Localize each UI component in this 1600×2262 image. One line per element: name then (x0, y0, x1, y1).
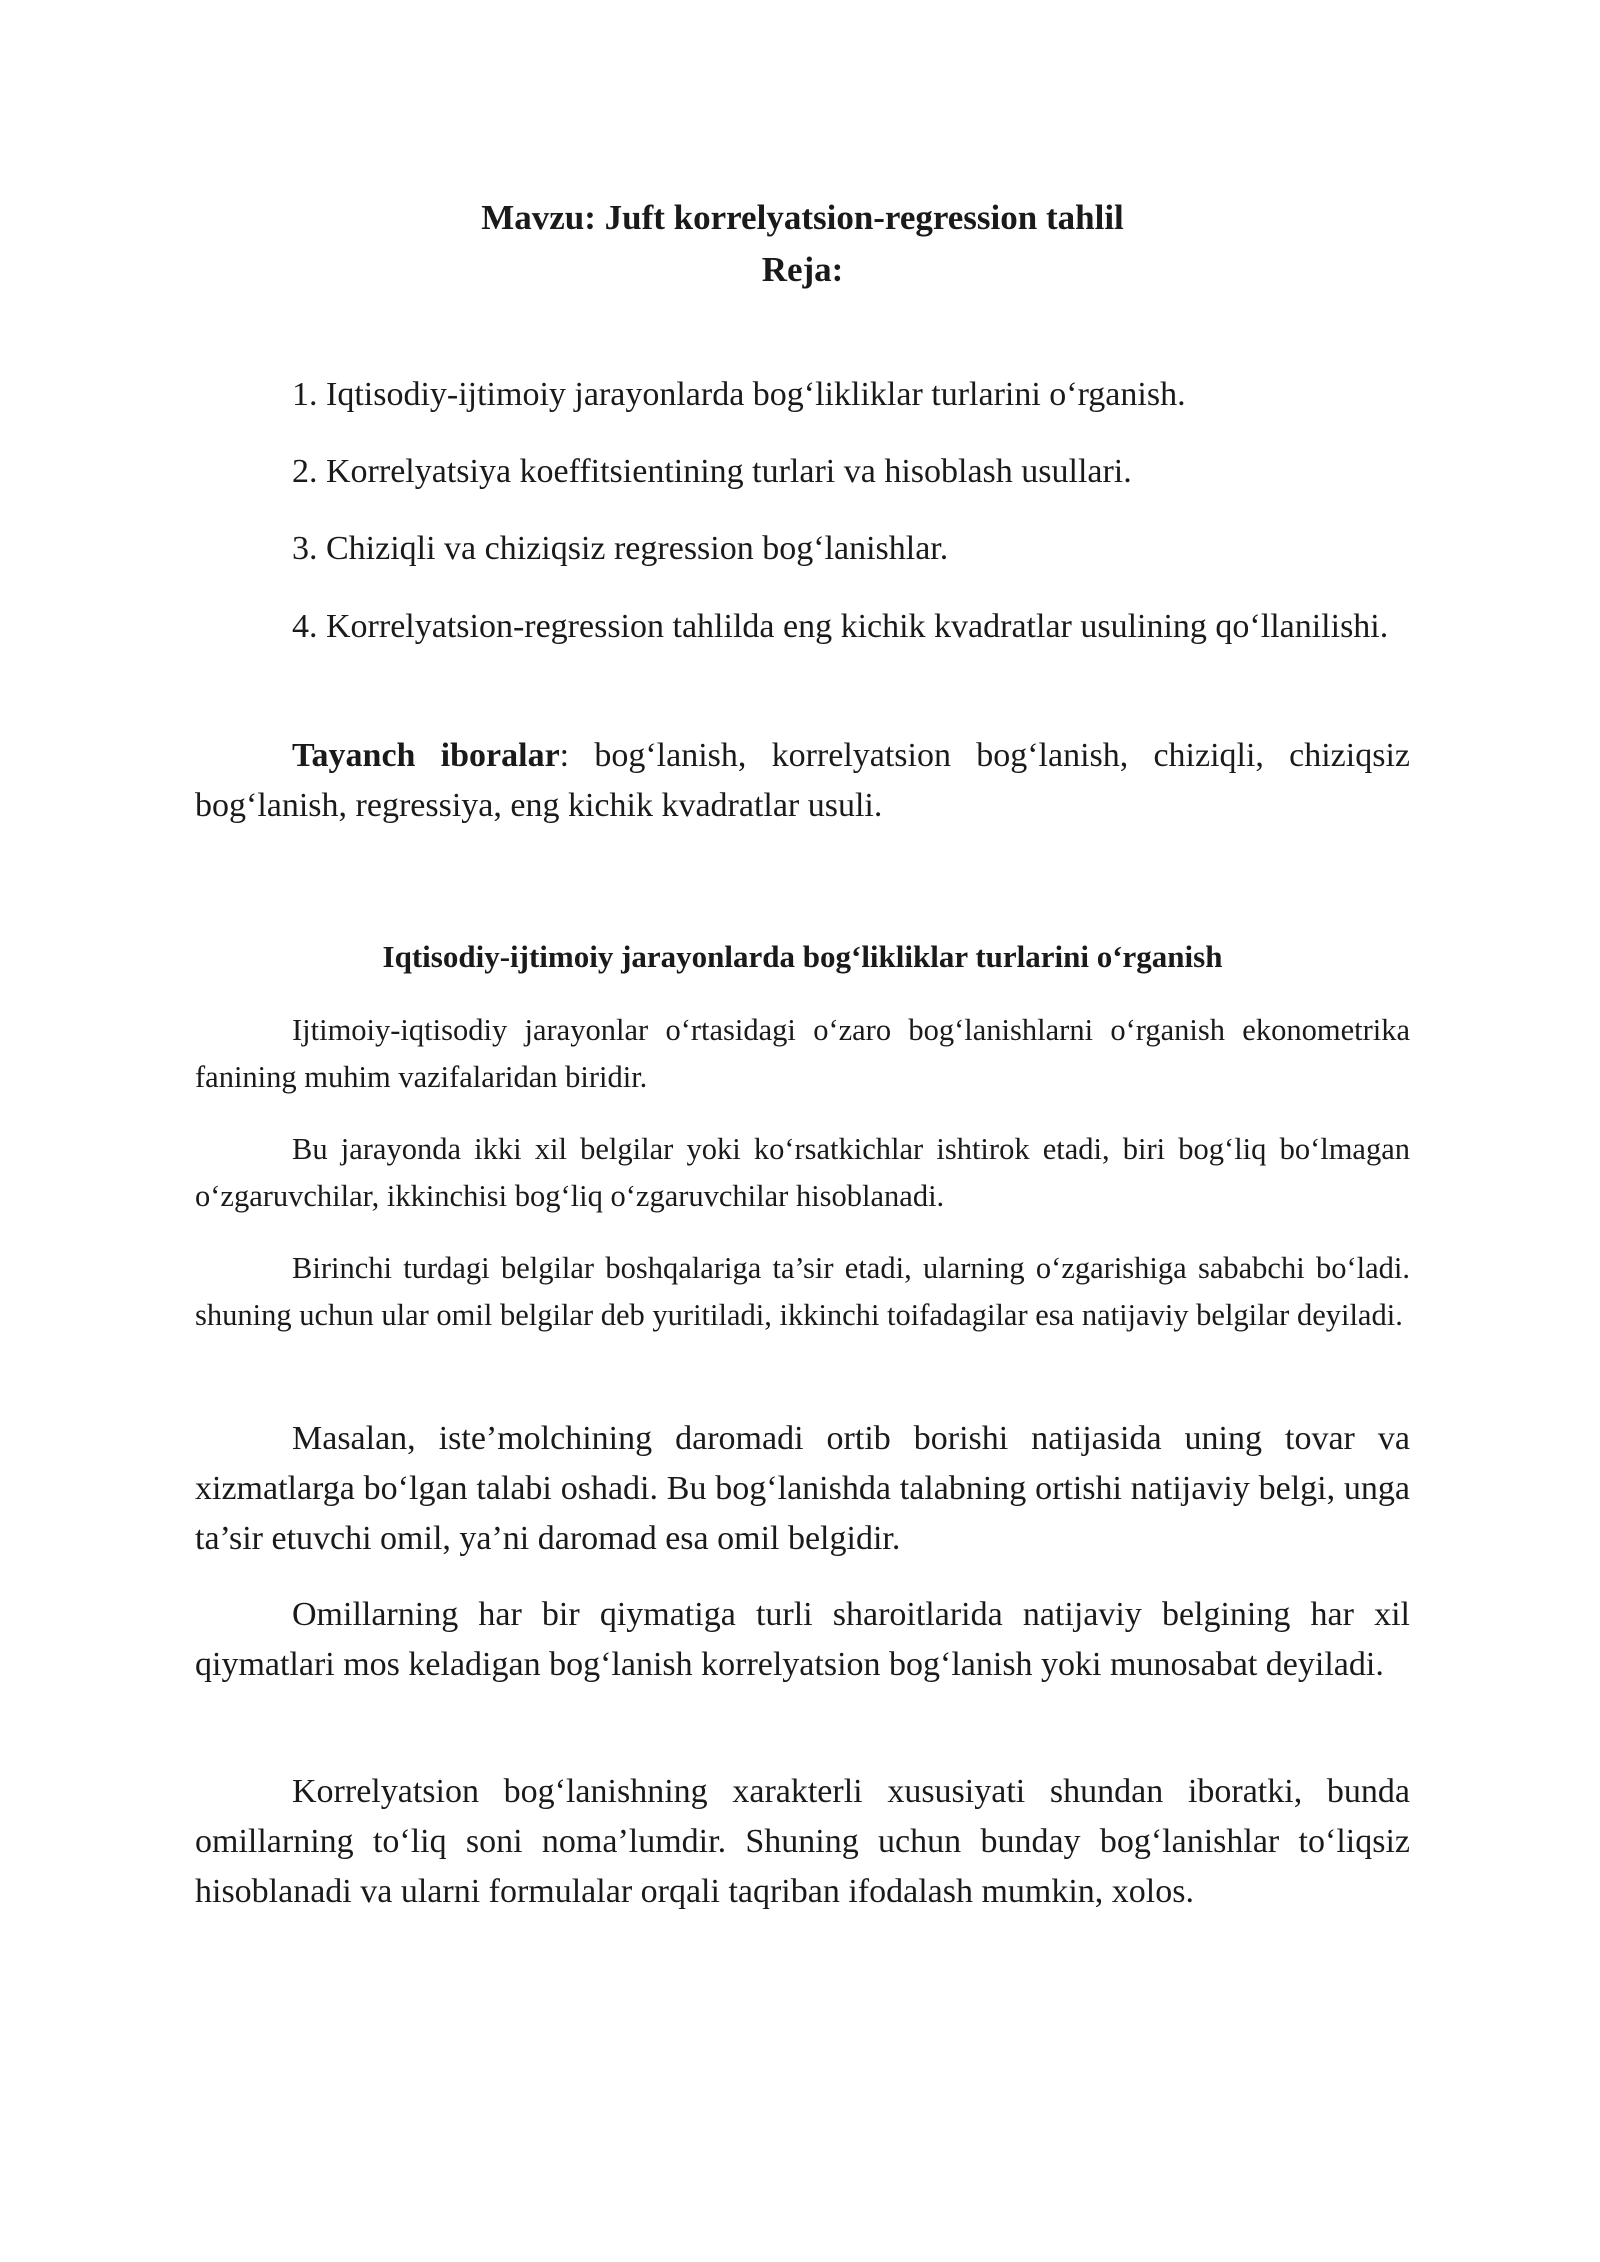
section-paragraph-6: Korrelyatsion bog‘lanishning xarakterli xususiyati shundan iboratki, bunda omillarning to‘liq soni noma’lumdir. Shuning uchun bunday bog‘lanishlar to‘liqsiz hisoblanadi va ularni formulalar orqali taqriban ifodalash mumkin, xolos. (195, 1773, 1410, 1910)
keywords-paragraph (195, 731, 1410, 831)
section-paragraph-4: Masalan, iste’molchining daromadi ortib borishi natijasida uning tovar va xizmatlarga bo‘lgan talabi oshadi. Bu bog‘lanishda talabning ortishi natijaviy belgi, unga ta’sir etuvchi omil, ya’ni daromad esa omil belgidir. (195, 1420, 1410, 1557)
section-heading: Iqtisodiy-ijtimoiy jarayonlarda bog‘likliklar turlarini o‘rganish (382, 939, 1223, 974)
plan-label: Reja: (761, 250, 844, 289)
plan-item-3: 3. Chiziqli va chiziqsiz regression bog‘lanishlar. (292, 530, 949, 567)
section-paragraph-1: Ijtimoiy-iqtisodiy jarayonlar o‘rtasidagi o‘zaro bog‘lanishlarni o‘rganish ekonometrika fanining muhim vazifalaridan biridir. (195, 1013, 1410, 1094)
document-page (195, 0, 1410, 2262)
document-title: Mavzu: Juft korrelyatsion-regression tahlil (481, 198, 1124, 237)
section-paragraph-5: Omillarning har bir qiymatiga turli sharoitlarida natijaviy belgining har xil qiymatlari mos keladigan bog‘lanish korrelyatsion bog‘lanish yoki munosabat deyiladi. (195, 1596, 1410, 1683)
plan-item-1: 1. Iqtisodiy-ijtimoiy jarayonlarda bog‘likliklar turlarini o‘rganish. (292, 376, 1186, 413)
plan-item-2: 2. Korrelyatsiya koeffitsientining turlari va hisoblash usullari. (292, 453, 1132, 490)
section-paragraph-2: Bu jarayonda ikki xil belgilar yoki ko‘rsatkichlar ishtirok etadi, biri bog‘liq bo‘lmagan o‘zgaruvchilar, ikkinchisi bog‘liq o‘zgaruvchilar hisoblanadi. (195, 1132, 1410, 1213)
keywords-label: Tayanch iboralar (292, 737, 560, 774)
plan-item-4: 4. Korrelyatsion-regression tahlilda eng kichik kvadratlar usulining qo‘llanilishi. (292, 608, 1389, 645)
section-paragraph-3: Birinchi turdagi belgilar boshqalariga ta’sir etadi, ularning o‘zgarishiga sababchi bo‘ladi. shuning uchun ular omil belgilar deb yuritiladi, ikkinchi toifadagilar esa natijaviy belgilar deyiladi. (195, 1251, 1410, 1332)
keywords-text: : bog‘lanish, korrelyatsion bog‘lanish, chiziqli, chiziqsiz bog‘lanish, regressiya, eng kichik kvadratlar usuli. (195, 737, 1410, 824)
